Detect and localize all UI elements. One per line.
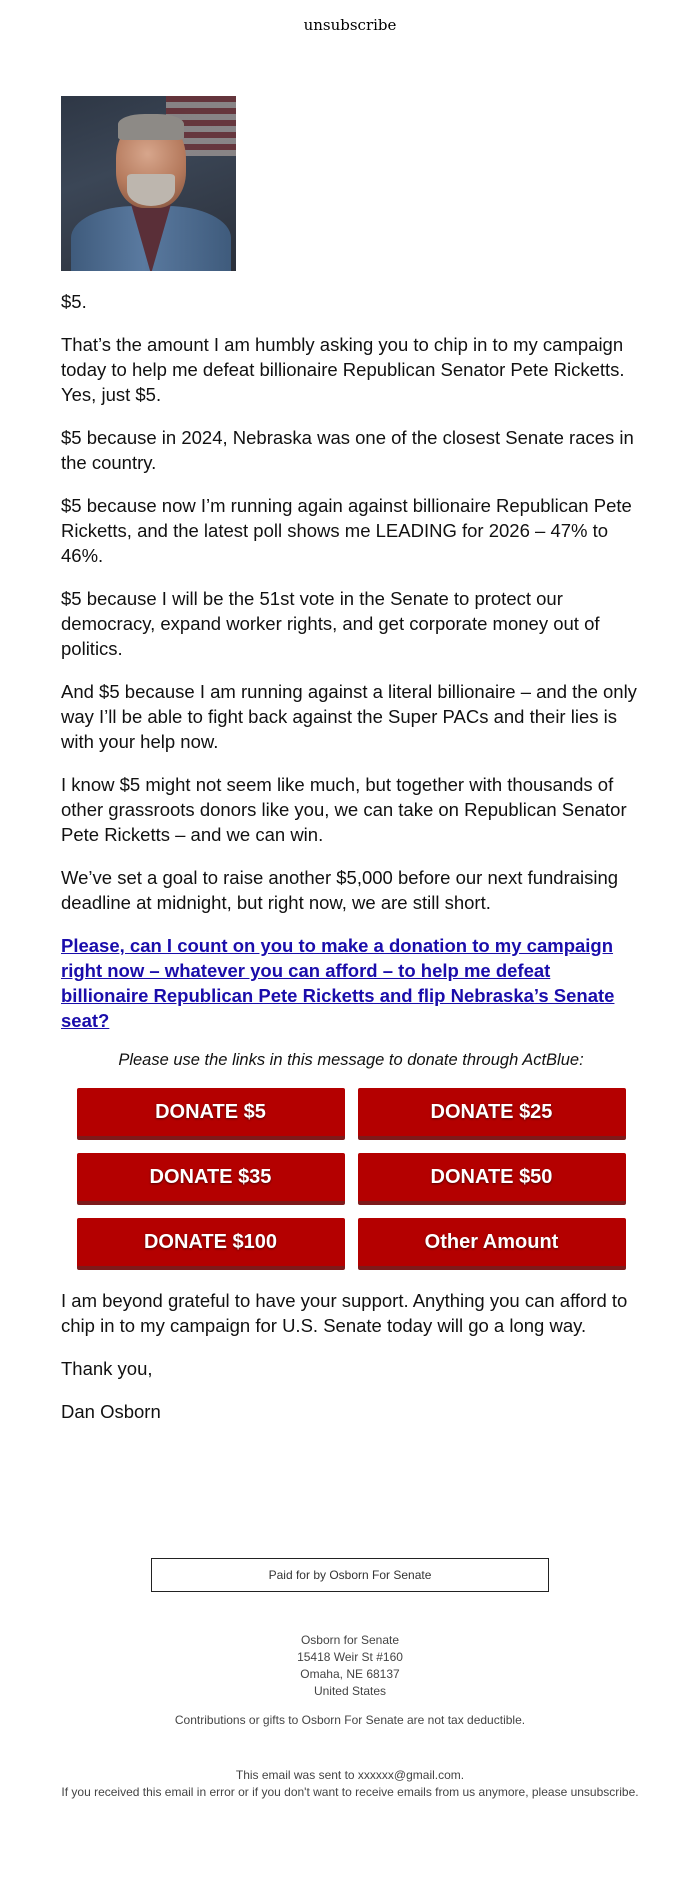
donate-35-button[interactable]: DONATE $35 [77,1153,345,1205]
paragraph: $5 because I will be the 51st vote in the Senate to protect our democracy, expand worker rights, and get corporate money out of politics. [61,588,600,659]
address-line: Osborn for Senate [300,1633,400,1647]
paragraph: We’ve set a goal to raise another $5,000 before our next fundraising deadline at midnight, but right now, we are still short. [61,867,619,913]
paragraph: $5 because now I’m running again against billionaire Republican Pete Ricketts, and the latest poll shows me LEADING for 2026 – 47% to 46%. [61,495,632,566]
paragraph: That’s the amount I am humbly asking you to chip in to my campaign today to help me defeat billionaire Republican Senator Pete Ricketts. Yes, just $5. [61,334,625,405]
actblue-note: Please use the links in this message to donate through ActBlue: [118,1051,584,1069]
donation-cta-link[interactable]: Please, can I count on you to make a donation to my campaign right now – whatever you can afford – to help me defeat billionaire Republican Pete Ricketts and flip Nebraska’s Senate seat? [61,935,615,1031]
error-unsubscribe-text[interactable]: If you received this email in error or if you don't want to receive emails from us anymore, please unsubscribe. [61,1785,639,1799]
address-line: 15418 Weir St #160 [297,1650,403,1664]
donate-button-grid [77,1088,626,1270]
unsubscribe-link[interactable]: unsubscribe [303,16,397,34]
footer [0,1558,700,1801]
donate-25-button[interactable]: DONATE $25 [358,1088,626,1140]
donate-50-button[interactable]: DONATE $50 [358,1153,626,1205]
tax-note: Contributions or gifts to Osborn For Senate are not tax deductible. [174,1713,526,1727]
closing-paragraph: I am beyond grateful to have your support. Anything you can afford to chip in to my campaign for U.S. Senate today will go a long way. [61,1290,628,1336]
address-line: United States [313,1684,387,1698]
candidate-photo [61,96,236,271]
other-amount-button[interactable]: Other Amount [358,1218,626,1270]
address-block [0,1632,700,1700]
address-line: Omaha, NE 68137 [300,1667,400,1681]
donate-5-button[interactable]: DONATE $5 [77,1088,345,1140]
paid-for-text: Paid for by Osborn For Senate [268,1568,432,1582]
signature: Dan Osborn [61,1401,161,1422]
donate-100-button[interactable]: DONATE $100 [77,1218,345,1270]
amount-line: $5. [61,291,87,312]
sent-to-text: This email was sent to xxxxxx@gmail.com. [235,1768,465,1782]
paragraph: And $5 because I am running against a literal billionaire – and the only way I’ll be able to fight back against the Super PACs and their lies is with your help now. [61,681,637,752]
email-body [61,96,641,1442]
sent-info [0,1767,700,1801]
sign-off: Thank you, [61,1358,153,1379]
paragraph: $5 because in 2024, Nebraska was one of the closest Senate races in the country. [61,427,634,473]
paragraph: I know $5 might not seem like much, but together with thousands of other grassroots donors like you, we can take on Republican Senator Pete Ricketts – and we can win. [61,774,627,845]
paid-for-box [151,1558,549,1592]
